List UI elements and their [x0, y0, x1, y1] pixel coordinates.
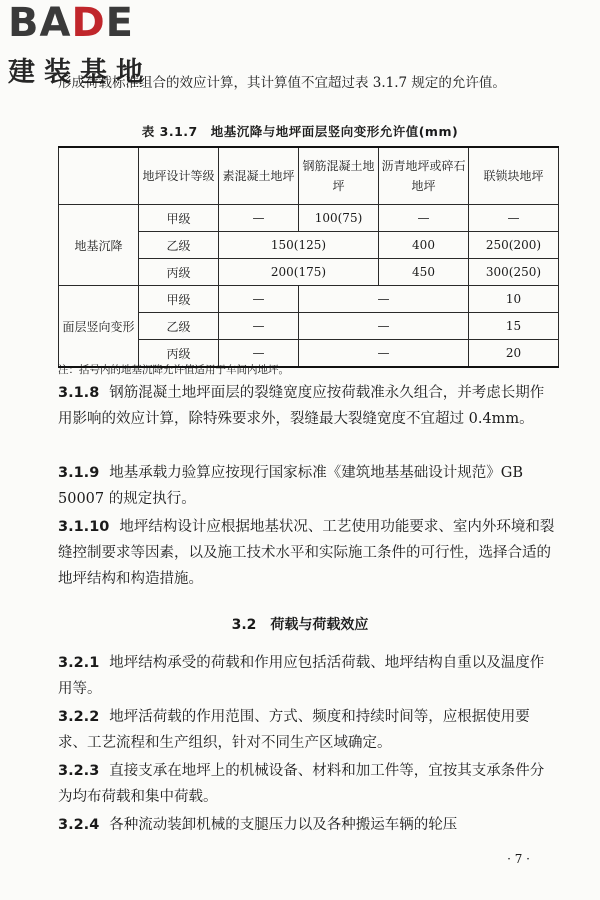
header-interlocking: 联锁块地坪 [469, 147, 559, 205]
section-title: 3.2 荷载与荷载效应 [231, 617, 369, 633]
table-row: 地基沉降 甲级 — 100(75) — — [59, 205, 559, 232]
clause-3-1-9: 3.1.9 地基承载力验算应按现行国家标准《建筑地基基础设计规范》GB 50007 的规定执行。 [58, 465, 524, 507]
clause-3-2-4: 3.2.4 各种流动装卸机械的支腿压力以及各种搬运车辆的轮压 [58, 817, 458, 833]
table-row: 乙级 — — 15 [59, 313, 559, 340]
table-note: 注：括号内的地基沉降允许值适用于车间内地坪。 [58, 364, 289, 376]
table-row: 面层竖向变形 甲级 — — 10 [59, 286, 559, 313]
clause-3-1-8: 3.1.8 钢筋混凝土地坪面层的裂缝宽度应按荷载准永久组合，并考虑长期作用影响的效应计算，除特殊要求外，裂缝最大裂缝宽度不宜超过 0.4mm。 [58, 385, 545, 427]
page-number: · 7 · [507, 852, 530, 866]
group-label-surface: 面层竖向变形 [59, 286, 139, 368]
logo-brand: BADE [8, 0, 134, 46]
deformation-table [58, 146, 559, 368]
clause-3-2-1: 3.2.1 地坪结构承受的荷载和作用应包括活荷载、地坪结构自重以及温度作用等。 [58, 655, 545, 697]
clause-3-2-3: 3.2.3 直接支承在地坪上的机械设备、材料和加工件等，宜按其支承条件分为均布荷载和集中荷载。 [58, 763, 545, 805]
header-blank [59, 147, 139, 205]
header-asphalt: 沥青地坪或碎石地坪 [379, 147, 469, 205]
header-reinforced-concrete: 钢筋混凝土地坪 [299, 147, 379, 205]
clause-3-1-10: 3.1.10 地坪结构设计应根据地基状况、工艺使用功能要求、室内外环境和裂缝控制要求等因素，以及施工技术水平和实际施工条件的可行性，选择合适的地坪结构和构造措施。 [58, 519, 555, 587]
table-header-row [59, 147, 559, 205]
table-title: 表 3.1.7 地基沉降与地坪面层竖向变形允许值(mm) [141, 124, 459, 139]
table-row: 乙级 150(125) 400 250(200) [59, 232, 559, 259]
header-plain-concrete: 素混凝土地坪 [219, 147, 299, 205]
header-grade: 地坪设计等级 [139, 147, 219, 205]
intro-text: 形成荷载标准组合的效应计算，其计算值不宜超过表 3.1.7 规定的允许值。 [58, 75, 506, 91]
group-label-settlement: 地基沉降 [59, 205, 139, 286]
logo-subtitle: 建装基地 [8, 57, 152, 88]
table-row: 丙级 200(175) 450 300(250) [59, 259, 559, 286]
table-row: 丙级 — — 20 [59, 340, 559, 368]
clause-3-2-2: 3.2.2 地坪活荷载的作用范围、方式、频度和持续时间等，应根据使用要求、工艺流程和生产组织，针对不同生产区域确定。 [58, 709, 530, 751]
